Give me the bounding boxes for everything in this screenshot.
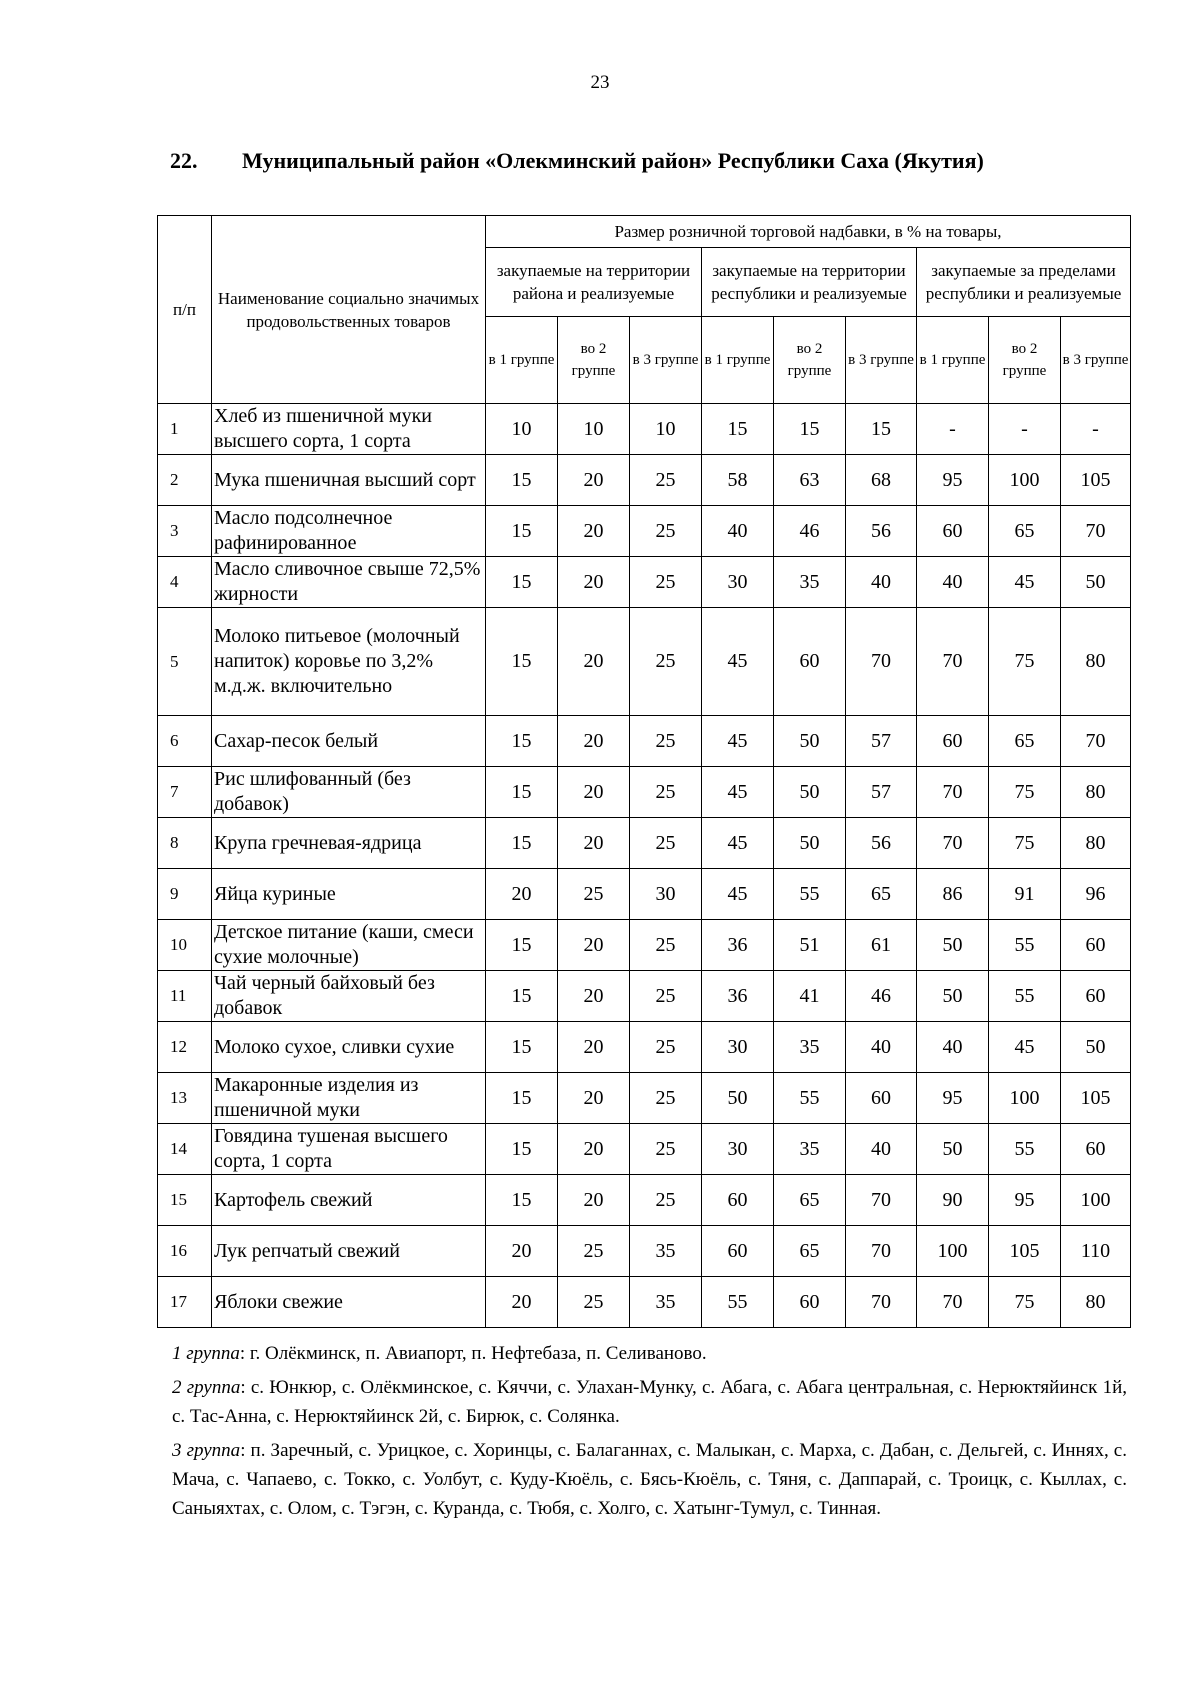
table-body xyxy=(158,404,1131,1328)
markup-value: 30 xyxy=(702,1124,774,1175)
table-row xyxy=(158,818,1131,869)
markup-value: 15 xyxy=(486,920,558,971)
product-name: Картофель свежий xyxy=(212,1175,486,1226)
markup-value: 70 xyxy=(917,818,989,869)
markup-value: 70 xyxy=(917,1277,989,1328)
row-number: 12 xyxy=(158,1022,212,1073)
product-name: Хлеб из пшеничной муки высшего сорта, 1 сорта xyxy=(212,404,486,455)
header-group-republic: закупаемые на территории республики и реализуемые xyxy=(702,248,917,317)
markup-value: 80 xyxy=(1061,608,1131,716)
header-subcol: в 3 группе xyxy=(846,317,917,404)
row-number: 13 xyxy=(158,1073,212,1124)
markup-value: 25 xyxy=(630,455,702,506)
markup-value: 45 xyxy=(702,767,774,818)
markup-value: 25 xyxy=(558,869,630,920)
markup-value: 15 xyxy=(486,716,558,767)
markup-value: 15 xyxy=(486,818,558,869)
table-row xyxy=(158,608,1131,716)
markup-value: 36 xyxy=(702,920,774,971)
markup-value: 25 xyxy=(630,920,702,971)
markup-value: 25 xyxy=(630,1073,702,1124)
header-subcol: в 3 группе xyxy=(1061,317,1131,404)
row-number: 1 xyxy=(158,404,212,455)
markup-value: 50 xyxy=(917,971,989,1022)
markup-value: 110 xyxy=(1061,1226,1131,1277)
header-markup: Размер розничной торговой надбавки, в % на товары, xyxy=(486,216,1131,248)
markup-value: 20 xyxy=(558,971,630,1022)
table-row xyxy=(158,1073,1131,1124)
markup-value: 25 xyxy=(558,1226,630,1277)
markup-value: 20 xyxy=(558,506,630,557)
markup-value: 65 xyxy=(774,1226,846,1277)
markup-value: 30 xyxy=(630,869,702,920)
markup-value: 15 xyxy=(486,971,558,1022)
markup-value: 15 xyxy=(486,455,558,506)
section-title: Муниципальный район «Олекминский район» Республики Саха (Якутия) xyxy=(242,148,984,173)
markup-value: 100 xyxy=(989,1073,1061,1124)
markup-value: 60 xyxy=(774,608,846,716)
markup-value: 41 xyxy=(774,971,846,1022)
table-row xyxy=(158,869,1131,920)
product-name: Говядина тушеная высшего сорта, 1 сорта xyxy=(212,1124,486,1175)
markup-value: 70 xyxy=(846,608,917,716)
markup-value: 45 xyxy=(702,869,774,920)
markup-value: 15 xyxy=(486,557,558,608)
markup-value: 75 xyxy=(989,608,1061,716)
markup-value: 25 xyxy=(630,557,702,608)
note-label: 3 группа xyxy=(172,1440,241,1461)
section-heading xyxy=(170,148,984,174)
row-number: 9 xyxy=(158,869,212,920)
markup-value: 80 xyxy=(1061,767,1131,818)
markup-value: 40 xyxy=(846,1124,917,1175)
section-number: 22. xyxy=(170,148,198,173)
product-name: Сахар-песок белый xyxy=(212,716,486,767)
markup-value: 51 xyxy=(774,920,846,971)
markup-value: 68 xyxy=(846,455,917,506)
markup-value: 15 xyxy=(486,1124,558,1175)
markup-value: 96 xyxy=(1061,869,1131,920)
markup-value: 50 xyxy=(774,767,846,818)
table-row xyxy=(158,1277,1131,1328)
row-number: 14 xyxy=(158,1124,212,1175)
markup-value: 15 xyxy=(486,767,558,818)
product-name: Крупа гречневая-ядрица xyxy=(212,818,486,869)
markup-value: 20 xyxy=(486,1226,558,1277)
product-name: Масло сливочное свыше 72,5% жирности xyxy=(212,557,486,608)
markup-value: 35 xyxy=(630,1277,702,1328)
markup-value: 20 xyxy=(558,818,630,869)
header-pp: п/п xyxy=(158,216,212,404)
markup-value: 10 xyxy=(630,404,702,455)
markup-value: 50 xyxy=(1061,557,1131,608)
markup-table xyxy=(157,215,1131,1328)
markup-value: 30 xyxy=(702,1022,774,1073)
markup-value: 105 xyxy=(989,1226,1061,1277)
table-row xyxy=(158,557,1131,608)
product-name: Мука пшеничная высший сорт xyxy=(212,455,486,506)
table-row xyxy=(158,455,1131,506)
markup-value: 40 xyxy=(846,557,917,608)
table-row xyxy=(158,506,1131,557)
markup-value: 60 xyxy=(846,1073,917,1124)
product-name: Молоко питьевое (молочный напиток) коровье по 3,2% м.д.ж. включительно xyxy=(212,608,486,716)
markup-value: 35 xyxy=(774,557,846,608)
markup-value: 45 xyxy=(702,818,774,869)
markup-value: 35 xyxy=(774,1022,846,1073)
markup-value: 70 xyxy=(846,1277,917,1328)
markup-value: 30 xyxy=(702,557,774,608)
note-group-1 xyxy=(172,1339,1127,1368)
markup-value: 36 xyxy=(702,971,774,1022)
markup-value: 60 xyxy=(1061,971,1131,1022)
markup-value: 60 xyxy=(917,506,989,557)
table-row xyxy=(158,716,1131,767)
note-label: 2 группа xyxy=(172,1377,241,1398)
row-number: 11 xyxy=(158,971,212,1022)
markup-value: 25 xyxy=(630,767,702,818)
markup-value: 15 xyxy=(486,1022,558,1073)
markup-value: 45 xyxy=(989,1022,1061,1073)
row-number: 17 xyxy=(158,1277,212,1328)
markup-value: 55 xyxy=(702,1277,774,1328)
markup-value: 10 xyxy=(558,404,630,455)
markup-value: 55 xyxy=(774,869,846,920)
markup-value: 15 xyxy=(846,404,917,455)
markup-value: 95 xyxy=(917,1073,989,1124)
markup-value: 45 xyxy=(702,716,774,767)
markup-value: 70 xyxy=(1061,716,1131,767)
markup-value: 70 xyxy=(846,1175,917,1226)
product-name: Молоко сухое, сливки сухие xyxy=(212,1022,486,1073)
note-group-3 xyxy=(172,1436,1127,1523)
markup-value: 75 xyxy=(989,1277,1061,1328)
markup-value: 55 xyxy=(989,971,1061,1022)
markup-value: 15 xyxy=(486,1175,558,1226)
markup-value: 45 xyxy=(989,557,1061,608)
markup-value: 25 xyxy=(630,506,702,557)
product-name: Лук репчатый свежий xyxy=(212,1226,486,1277)
table-row xyxy=(158,1175,1131,1226)
row-number: 7 xyxy=(158,767,212,818)
markup-value: 25 xyxy=(630,1175,702,1226)
markup-value: 65 xyxy=(774,1175,846,1226)
markup-value: 15 xyxy=(486,506,558,557)
markup-value: 20 xyxy=(486,869,558,920)
row-number: 8 xyxy=(158,818,212,869)
note-label: 1 группа xyxy=(172,1343,240,1364)
markup-value: 10 xyxy=(486,404,558,455)
row-number: 4 xyxy=(158,557,212,608)
markup-value: 50 xyxy=(702,1073,774,1124)
markup-value: 95 xyxy=(989,1175,1061,1226)
product-name: Макаронные изделия из пшеничной муки xyxy=(212,1073,486,1124)
header-subcol: в 1 группе xyxy=(486,317,558,404)
markup-value: 40 xyxy=(917,557,989,608)
markup-value: 70 xyxy=(917,767,989,818)
markup-value: 75 xyxy=(989,767,1061,818)
markup-value: - xyxy=(989,404,1061,455)
markup-value: 20 xyxy=(558,557,630,608)
markup-value: 55 xyxy=(774,1073,846,1124)
header-subcol: в 3 группе xyxy=(630,317,702,404)
markup-value: 60 xyxy=(774,1277,846,1328)
markup-value: 25 xyxy=(630,716,702,767)
group-notes xyxy=(172,1339,1127,1528)
row-number: 6 xyxy=(158,716,212,767)
markup-value: 63 xyxy=(774,455,846,506)
table-row xyxy=(158,971,1131,1022)
markup-value: 100 xyxy=(1061,1175,1131,1226)
product-name: Детское питание (каши, смеси сухие молочные) xyxy=(212,920,486,971)
markup-value: 20 xyxy=(486,1277,558,1328)
markup-value: 80 xyxy=(1061,818,1131,869)
table-row xyxy=(158,767,1131,818)
table-row xyxy=(158,920,1131,971)
markup-value: 50 xyxy=(917,1124,989,1175)
markup-value: 25 xyxy=(630,1022,702,1073)
markup-value: 15 xyxy=(486,608,558,716)
markup-value: 55 xyxy=(989,920,1061,971)
markup-value: 15 xyxy=(702,404,774,455)
markup-value: 57 xyxy=(846,716,917,767)
markup-value: 45 xyxy=(702,608,774,716)
markup-value: 55 xyxy=(989,1124,1061,1175)
markup-value: 91 xyxy=(989,869,1061,920)
markup-value: 95 xyxy=(917,455,989,506)
markup-value: 50 xyxy=(917,920,989,971)
markup-value: - xyxy=(917,404,989,455)
row-number: 15 xyxy=(158,1175,212,1226)
header-subcol: в 1 группе xyxy=(702,317,774,404)
markup-value: 105 xyxy=(1061,455,1131,506)
row-number: 16 xyxy=(158,1226,212,1277)
markup-value: 20 xyxy=(558,1124,630,1175)
markup-value: 50 xyxy=(774,716,846,767)
markup-value: 46 xyxy=(846,971,917,1022)
table-row xyxy=(158,1124,1131,1175)
row-number: 5 xyxy=(158,608,212,716)
note-text: : п. Заречный, с. Урицкое, с. Хоринцы, с. Балаганнах, с. Малыкан, с. Марха, с. Дабан, с. Дельгей, с. Иннях, с. Мача, с. Чапаево, с. Токко, с. Уолбут, с. Куду-Кюёль, с. Бясь-Кюёль, с. Тяня, с. Даппарай, с. Троицк, с. Кыллах, с. Саныяхтах, с. Олом, с. Тэгэн, с. Куранда, с. Тюбя, с. Холго, с. Хатынг-Тумул, с. Тинная. xyxy=(172,1440,1127,1519)
markup-value: 60 xyxy=(1061,1124,1131,1175)
markup-value: 90 xyxy=(917,1175,989,1226)
markup-value: 70 xyxy=(846,1226,917,1277)
markup-value: 105 xyxy=(1061,1073,1131,1124)
markup-value: 25 xyxy=(630,971,702,1022)
markup-value: 25 xyxy=(630,608,702,716)
row-number: 10 xyxy=(158,920,212,971)
markup-value: 40 xyxy=(846,1022,917,1073)
product-name: Рис шлифованный (без добавок) xyxy=(212,767,486,818)
markup-value: 20 xyxy=(558,455,630,506)
markup-value: 60 xyxy=(1061,920,1131,971)
header-subcol: во 2 группе xyxy=(558,317,630,404)
row-number: 2 xyxy=(158,455,212,506)
markup-value: 56 xyxy=(846,818,917,869)
markup-value: 65 xyxy=(989,506,1061,557)
markup-value: 20 xyxy=(558,1073,630,1124)
header-subcol: во 2 группе xyxy=(989,317,1061,404)
markup-value: 57 xyxy=(846,767,917,818)
table-row xyxy=(158,404,1131,455)
markup-value: 20 xyxy=(558,920,630,971)
markup-value: 60 xyxy=(702,1175,774,1226)
markup-value: 70 xyxy=(1061,506,1131,557)
markup-value: 20 xyxy=(558,1022,630,1073)
markup-value: 50 xyxy=(774,818,846,869)
markup-value: 56 xyxy=(846,506,917,557)
header-product-name: Наименование социально значимых продовольственных товаров xyxy=(212,216,486,404)
markup-value: 50 xyxy=(1061,1022,1131,1073)
markup-value: 65 xyxy=(989,716,1061,767)
header-group-outside: закупаемые за пределами республики и реализуемые xyxy=(917,248,1131,317)
markup-value: 15 xyxy=(486,1073,558,1124)
markup-value: 35 xyxy=(630,1226,702,1277)
markup-value: 70 xyxy=(917,608,989,716)
markup-value: 40 xyxy=(702,506,774,557)
markup-value: 80 xyxy=(1061,1277,1131,1328)
product-name: Яйца куриные xyxy=(212,869,486,920)
markup-value: 75 xyxy=(989,818,1061,869)
markup-value: 46 xyxy=(774,506,846,557)
table-row xyxy=(158,1226,1131,1277)
markup-value: 25 xyxy=(630,1124,702,1175)
markup-value: 20 xyxy=(558,716,630,767)
markup-value: 100 xyxy=(917,1226,989,1277)
markup-value: 40 xyxy=(917,1022,989,1073)
markup-value: 25 xyxy=(630,818,702,869)
markup-value: 35 xyxy=(774,1124,846,1175)
row-number: 3 xyxy=(158,506,212,557)
product-name: Чай черный байховый без добавок xyxy=(212,971,486,1022)
markup-value: 60 xyxy=(702,1226,774,1277)
markup-value: 58 xyxy=(702,455,774,506)
markup-value: 60 xyxy=(917,716,989,767)
markup-value: - xyxy=(1061,404,1131,455)
table-row xyxy=(158,1022,1131,1073)
markup-value: 100 xyxy=(989,455,1061,506)
markup-value: 61 xyxy=(846,920,917,971)
markup-value: 20 xyxy=(558,1175,630,1226)
markup-value: 20 xyxy=(558,767,630,818)
markup-value: 86 xyxy=(917,869,989,920)
product-name: Масло подсолнечное рафинированное xyxy=(212,506,486,557)
markup-value: 65 xyxy=(846,869,917,920)
note-text: : г. Олёкминск, п. Авиапорт, п. Нефтебаза, п. Селиваново. xyxy=(239,1343,707,1364)
header-group-district: закупаемые на территории района и реализуемые xyxy=(486,248,702,317)
markup-value: 25 xyxy=(558,1277,630,1328)
note-group-2 xyxy=(172,1373,1127,1431)
note-text: : с. Юнкюр, с. Олёкминское, с. Кяччи, с. Улахан-Мунку, с. Абага, с. Абага центральная, с. Нерюктяйинск 1й, с. Тас-Анна, с. Нерюктяйинск 2й, с. Бирюк, с. Солянка. xyxy=(172,1377,1127,1427)
page-number: 23 xyxy=(590,72,610,93)
header-subcol: во 2 группе xyxy=(774,317,846,404)
product-name: Яблоки свежие xyxy=(212,1277,486,1328)
markup-value: 15 xyxy=(774,404,846,455)
markup-value: 20 xyxy=(558,608,630,716)
header-subcol: в 1 группе xyxy=(917,317,989,404)
